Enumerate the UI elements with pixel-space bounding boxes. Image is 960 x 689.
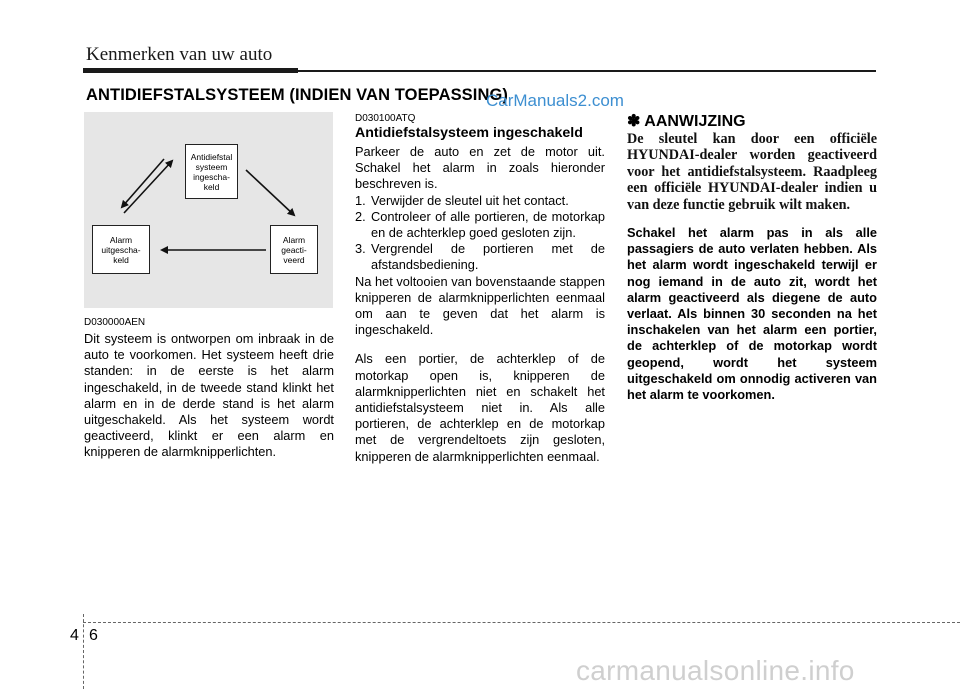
confirmation-paragraph: Na het voltooien van bovenstaande stappen knipperen de alarmknipperlichten eenmaal om aan te geven dat het alarm is ingeschakeld. bbox=[355, 273, 605, 338]
state-box-triggered bbox=[270, 225, 318, 274]
note-heading: ✽ AANWIJZING bbox=[627, 113, 746, 130]
box-text: veerd bbox=[283, 254, 305, 265]
intro-text: Parkeer de auto en zet de motor uit. Schakel het alarm in zoals hieronder beschreven is. bbox=[355, 144, 605, 192]
box-text: keld bbox=[113, 254, 129, 265]
chapter-number: 4 bbox=[70, 627, 79, 644]
box-text: keld bbox=[203, 181, 220, 192]
box-text: Alarm bbox=[282, 234, 306, 245]
note-serif-text: De sleutel kan door een officiële HYUNDAI-dealer worden geactiveerd voor het antidiefstalsysteem. Raadpleeg een officiële HYUNDAI-dealer indien u van deze functie gebruik wilt maken. bbox=[627, 131, 877, 213]
intro-paragraph: Dit systeem is ontworpen om inbraak in de auto te voorkomen. Het systeem heeft drie standen: in de eerste is het alarm ingeschakeld, in de tweede stand klinkt het alarm en in de derde stand is het alarm uitgeschakeld. Als het systeem wordt geactiveerd, klinkt er een alarm en knipperen de alarmknipperlichten. bbox=[84, 331, 334, 460]
state-diagram bbox=[84, 112, 333, 308]
step-item bbox=[355, 193, 605, 209]
arrow-disarmed-to-armed bbox=[124, 161, 172, 213]
open-door-paragraph: Als een portier, de achterklep of de motorkap open is, knipperen de alarmknipperlichten niet en schakelt het antidiefstalsysteem niet in. Als alle portieren, de achterklep en de motorkap met de vergrendeltoets zijn gesloten, knipperen de alarmknipperlichten eenmaal. bbox=[355, 351, 605, 464]
step-text: Verwijder de sleutel uit het contact. bbox=[371, 192, 569, 208]
note-warning-text: Schakel het alarm pas in als alle passagiers de auto verlaten hebben. Als het alarm wordt ingeschakeld terwijl er nog iemand in de auto zit, wordt het alarm geactiveerd als diegene de auto verlaat. Als binnen 30 seconden na het inschakelen van het alarm een portier, de achterklep of de motorkap wordt geopend, wordt het systeem uitgeschakeld om onnodig activeren van het alarm te voorkomen. bbox=[627, 225, 877, 403]
arrow-armed-to-triggered bbox=[246, 170, 294, 215]
diagram-arrows bbox=[84, 112, 333, 308]
state-box-disarmed bbox=[92, 225, 150, 274]
state-box-armed bbox=[185, 144, 238, 199]
section-title: ANTIDIEFSTALSYSTEEM (INDIEN VAN TOEPASSING) bbox=[86, 86, 509, 104]
step-item bbox=[355, 209, 605, 241]
step-text: Controleer of alle portieren, de motorkap en de achterklep goed gesloten zijn. bbox=[371, 208, 605, 241]
figure-code: D030000AEN bbox=[84, 317, 146, 328]
box-text: systeem bbox=[195, 161, 228, 172]
step-number: 2. bbox=[355, 208, 366, 224]
note-body bbox=[627, 131, 877, 403]
steps-list bbox=[355, 193, 605, 274]
watermark-link[interactable]: CarManuals2.com bbox=[486, 91, 624, 110]
arrow-armed-to-disarmed bbox=[122, 159, 164, 207]
box-text: uitgescha- bbox=[101, 244, 141, 255]
box-text: Antidiefstal bbox=[190, 151, 233, 162]
chapter-title: Kenmerken van uw auto bbox=[86, 44, 273, 65]
step-item bbox=[355, 241, 605, 273]
footer-watermark[interactable]: carmanualsonline.info bbox=[576, 655, 855, 686]
step-text: Vergrendel de portieren met de afstandsbediening. bbox=[371, 241, 605, 273]
section-code: D030100ATQ bbox=[355, 113, 416, 124]
step-number: 1. bbox=[355, 192, 366, 208]
page-number: 6 bbox=[89, 627, 98, 644]
step-number: 3. bbox=[355, 241, 366, 257]
footer-rule bbox=[83, 622, 960, 623]
header-rule bbox=[298, 70, 876, 72]
box-text: Alarm bbox=[109, 234, 133, 245]
subsection-heading: Antidiefstalsysteem ingeschakeld bbox=[355, 125, 583, 141]
box-text: geacti- bbox=[281, 244, 307, 255]
footer-divider bbox=[83, 614, 84, 689]
header-bar bbox=[83, 68, 298, 73]
subsection-body bbox=[355, 144, 605, 465]
box-text: ingescha- bbox=[193, 171, 230, 182]
